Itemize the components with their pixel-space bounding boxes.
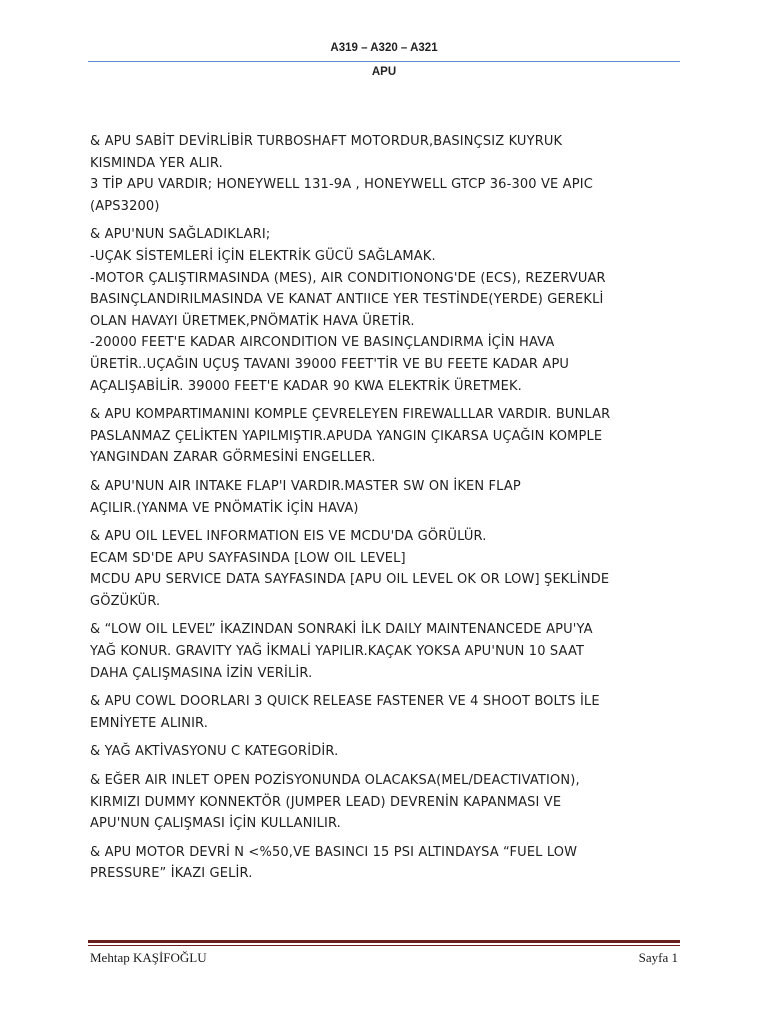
text-line: -UÇAK SİSTEMLERİ İÇİN ELEKTRİK GÜCÜ SAĞLAMAK. <box>90 248 436 264</box>
text-line: OLAN HAVAYI ÜRETMEK,PNÖMATİK HAVA ÜRETİR. <box>90 313 415 329</box>
text-line: EMNİYETE ALINIR. <box>90 715 209 731</box>
text-line: -MOTOR ÇALIŞTIRMASINDA (MES), AIR CONDITIONONG'DE (ECS), REZERVUAR <box>90 270 606 286</box>
text-line: BASINÇLANDIRILMASINDA VE KANAT ANTIICE YER TESTİNDE(YERDE) GEREKLİ <box>90 292 604 308</box>
text-line: (APS3200) <box>90 198 160 214</box>
footer-divider <box>88 940 680 943</box>
footer-divider-thin <box>88 945 680 946</box>
text-line: DAHA ÇALIŞMASINA İZİN VERİLİR. <box>90 665 313 681</box>
text-line: & APU MOTOR DEVRİ N <%50,VE BASINCI 15 PSI ALTINDAYSA “FUEL LOW <box>90 844 578 860</box>
text-line: ÜRETİR..UÇAĞIN UÇUŞ TAVANI 39000 FEET'TİR VE BU FEETE KADAR APU <box>90 356 570 372</box>
text-line: & YAĞ AKTİVASYONU C KATEGORİDİR. <box>90 744 339 760</box>
text-line: KISMINDA YER ALIR. <box>90 155 223 171</box>
document-body <box>90 131 682 892</box>
paragraph <box>90 770 682 835</box>
paragraph <box>90 741 682 763</box>
text-line: KIRMIZI DUMMY KONNEKTÖR (JUMPER LEAD) DEVRENİN KAPANMASI VE <box>90 794 562 810</box>
text-line: APU'NUN ÇALIŞMASI İÇİN KULLANILIR. <box>90 816 341 832</box>
paragraph <box>90 131 682 217</box>
document-title: A319 – A320 – A321 <box>330 42 438 54</box>
paragraph <box>90 619 682 684</box>
text-line: & EĞER AIR INLET OPEN POZİSYONUNDA OLACAKSA(MEL/DEACTIVATION), <box>90 773 580 789</box>
page-header <box>88 40 680 80</box>
paragraph <box>90 476 682 519</box>
text-line: YAĞ KONUR. GRAVITY YAĞ İKMALİ YAPILIR.KAÇAK YOKSA APU'NUN 10 SAAT <box>90 644 585 660</box>
text-line: -20000 FEET'E KADAR AIRCONDITION VE BASINÇLANDIRMA İÇİN HAVA <box>90 335 555 351</box>
footer-author: Mehtap KAŞİFOĞLU <box>90 950 207 965</box>
section-title: APU <box>371 66 397 78</box>
text-line: MCDU APU SERVICE DATA SAYFASINDA [APU OIL LEVEL OK OR LOW] ŞEKLİNDE <box>90 572 610 588</box>
paragraph <box>90 526 682 612</box>
paragraph <box>90 691 682 734</box>
text-line: & APU COWL DOORLARI 3 QUICK RELEASE FASTENER VE 4 SHOOT BOLTS İLE <box>90 694 600 710</box>
text-line: AÇALIŞABİLİR. 39000 FEET'E KADAR 90 KWA ELEKTRİK ÜRETMEK. <box>90 378 522 394</box>
footer-page-number: Sayfa 1 <box>638 950 678 965</box>
text-line: AÇILIR.(YANMA VE PNÖMATİK İÇİN HAVA) <box>90 500 359 516</box>
text-line: & APU'NUN SAĞLADIKLARI; <box>90 227 271 243</box>
text-line: & APU SABİT DEVİRLİBİR TURBOSHAFT MOTORDUR,BASINÇSIZ KUYRUK <box>90 134 563 149</box>
text-line: GÖZÜKÜR. <box>90 593 161 609</box>
text-line: & APU'NUN AIR INTAKE FLAP'I VARDIR.MASTER SW ON İKEN FLAP <box>90 478 521 494</box>
paragraph <box>90 842 682 885</box>
text-line: & APU KOMPARTIMANINI KOMPLE ÇEVRELEYEN FIREWALLLAR VARDIR. BUNLAR <box>90 407 611 423</box>
header-divider <box>88 61 680 62</box>
text-line: 3 TİP APU VARDIR; HONEYWELL 131-9A , HONEYWELL GTCP 36-300 VE APIC <box>90 177 593 193</box>
text-line: & “LOW OIL LEVEL” İKAZINDAN SONRAKİ İLK DAILY MAINTENANCEDE APU'YA <box>90 622 593 638</box>
text-line: & APU OIL LEVEL INFORMATION EIS VE MCDU'DA GÖRÜLÜR. <box>90 529 487 545</box>
text-line: PASLANMAZ ÇELİKTEN YAPILMIŞTIR.APUDA YANGIN ÇIKARSA UÇAĞIN KOMPLE <box>90 428 603 444</box>
text-line: YANGINDAN ZARAR GÖRMESİNİ ENGELLER. <box>90 450 376 466</box>
paragraph <box>90 404 682 469</box>
text-line: PRESSURE” İKAZI GELİR. <box>90 866 253 882</box>
paragraph <box>90 224 682 397</box>
text-line: ECAM SD'DE APU SAYFASINDA [LOW OIL LEVEL] <box>90 550 406 566</box>
